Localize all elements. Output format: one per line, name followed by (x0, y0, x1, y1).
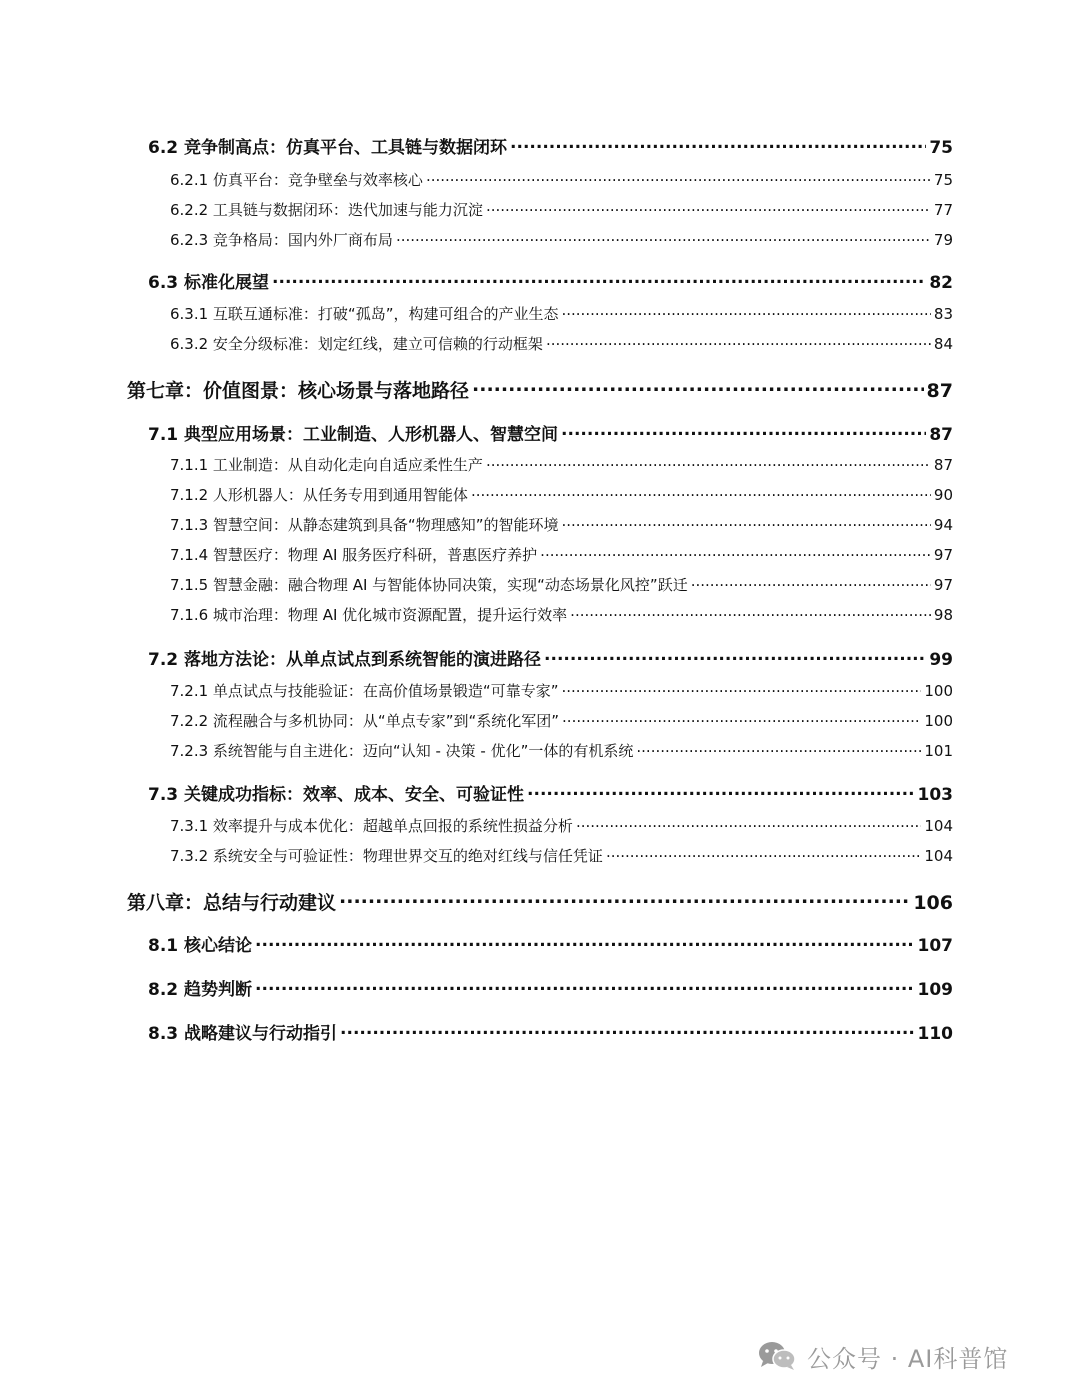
toc-entry-title: 6.3 标准化展望 (148, 273, 270, 294)
toc-entry[interactable] (148, 420, 953, 446)
toc-entry-page: 82 (929, 273, 953, 294)
toc-entry[interactable] (148, 1019, 953, 1045)
toc-entry-title: 6.2.1 仿真平台：竞争壁垒与效率核心 (170, 171, 423, 189)
toc-entry[interactable] (170, 738, 953, 760)
toc-entry-page: 104 (924, 847, 953, 865)
toc-leader-dots (570, 602, 931, 620)
toc-leader-dots (272, 268, 926, 288)
toc-leader-dots (339, 886, 910, 909)
toc-entry-title: 6.2.2 工具链与数据闭环：迭代加速与能力沉淀 (170, 201, 483, 219)
toc-entry-page: 77 (933, 201, 953, 219)
toc-entry-page: 106 (913, 891, 953, 914)
toc-leader-dots (561, 512, 930, 530)
toc-leader-dots (546, 331, 931, 349)
toc-entry-title: 6.3.2 安全分级标准：划定红线，建立可信赖的行动框架 (170, 335, 543, 353)
wechat-icon (757, 1340, 797, 1372)
toc-entry-title: 7.1 典型应用场景：工业制造、人形机器人、智慧空间 (148, 425, 559, 446)
toc-entry-title: 8.3 战略建议与行动指引 (148, 1024, 338, 1045)
toc-entry-page: 101 (924, 742, 953, 760)
toc-entry-title: 第七章：价值图景：核心场景与落地路径 (127, 379, 470, 402)
toc-entry[interactable] (170, 197, 953, 219)
toc-leader-dots (691, 572, 931, 590)
toc-leader-dots (561, 301, 930, 319)
toc-entry-title: 6.3.1 互联互通标准：打破“孤岛”，构建可组合的产业生态 (170, 305, 559, 323)
toc-leader-dots (540, 542, 931, 560)
toc-entry-chapter[interactable] (127, 374, 953, 403)
toc-entry-page: 109 (917, 980, 953, 1001)
toc-leader-dots (340, 1019, 914, 1039)
toc-entry-page: 103 (917, 785, 953, 806)
toc-entry[interactable] (170, 843, 953, 865)
toc-entry-page: 97 (933, 576, 953, 594)
toc-entry-title: 7.1.1 工业制造：从自动化走向自适应柔性生产 (170, 456, 483, 474)
watermark (757, 1338, 1008, 1374)
toc-entry-title: 第八章：总结与行动建议 (127, 891, 337, 914)
toc-leader-dots (527, 780, 914, 800)
toc-entry[interactable] (148, 931, 953, 957)
toc-entry-page: 97 (933, 546, 953, 564)
toc-entry-title: 7.2.3 系统智能与自主进化：迈向“认知 - 决策 - 优化”一体的有机系统 (170, 742, 634, 760)
toc-entry-title: 7.2 落地方法论：从单点试点到系统智能的演进路径 (148, 650, 542, 671)
toc-leader-dots (471, 482, 931, 500)
toc-leader-dots (486, 197, 931, 215)
watermark-text: 公众号 · AI科普馆 (807, 1344, 1009, 1373)
toc-entry-page: 79 (933, 231, 953, 249)
toc-entry-page: 110 (917, 1024, 953, 1045)
toc-leader-dots (255, 931, 914, 951)
toc-leader-dots (561, 420, 926, 440)
toc-entry-title: 7.1.6 城市治理：物理 AI 优化城市资源配置，提升运行效率 (170, 606, 568, 624)
toc-entry-chapter[interactable] (127, 886, 953, 915)
toc-leader-dots (606, 843, 921, 861)
toc-entry[interactable] (170, 167, 953, 189)
toc-entry[interactable] (170, 572, 953, 594)
toc-entry[interactable] (170, 301, 953, 323)
toc-entry-title: 7.2.2 流程融合与多机协同：从“单点专家”到“系统化军团” (170, 712, 560, 730)
toc-entry-page: 87 (929, 425, 953, 446)
toc-entry[interactable] (170, 512, 953, 534)
toc-entry-page: 104 (924, 817, 953, 835)
toc-entry[interactable] (170, 813, 953, 835)
toc-leader-dots (255, 975, 914, 995)
toc-entry[interactable] (148, 780, 953, 806)
toc-leader-dots (486, 452, 931, 470)
toc-entry-title: 7.2.1 单点试点与技能验证：在高价值场景锻造“可靠专家” (170, 682, 559, 700)
toc-leader-dots (636, 738, 921, 756)
toc-entry[interactable] (170, 452, 953, 474)
toc-entry-title: 6.2 竞争制高点：仿真平台、工具链与数据闭环 (148, 138, 508, 159)
toc-leader-dots (426, 167, 931, 185)
toc-entry-page: 90 (933, 486, 953, 504)
toc-entry-title: 7.3.2 系统安全与可验证性：物理世界交互的绝对红线与信任凭证 (170, 847, 603, 865)
toc-entry-page: 107 (917, 936, 953, 957)
toc-entry[interactable] (170, 542, 953, 564)
toc-entry[interactable] (170, 227, 953, 249)
toc-entry[interactable] (148, 133, 953, 159)
toc-entry-page: 87 (926, 379, 953, 402)
toc-entry-page: 100 (924, 712, 953, 730)
toc-entry-title: 7.3 关键成功指标：效率、成本、安全、可验证性 (148, 785, 525, 806)
toc-entry-title: 8.1 核心结论 (148, 936, 253, 957)
toc-entry-page: 98 (933, 606, 953, 624)
toc-leader-dots (561, 678, 921, 696)
toc-entry[interactable] (170, 331, 953, 353)
toc-entry-page: 100 (924, 682, 953, 700)
toc-leader-dots (472, 374, 924, 397)
toc-entry-title: 8.2 趋势判断 (148, 980, 253, 1001)
toc-entry-title: 7.3.1 效率提升与成本优化：超越单点回报的系统性损益分析 (170, 817, 573, 835)
toc-entry-page: 75 (933, 171, 953, 189)
toc-entry-page: 75 (929, 138, 953, 159)
toc-entry[interactable] (148, 268, 953, 294)
toc-entry-title: 7.1.2 人形机器人：从任务专用到通用智能体 (170, 486, 468, 504)
toc-entry-page: 83 (933, 305, 953, 323)
toc-leader-dots (576, 813, 921, 831)
toc-entry[interactable] (170, 678, 953, 700)
toc-entry[interactable] (170, 482, 953, 504)
toc-entry[interactable] (148, 975, 953, 1001)
toc-entry-page: 84 (933, 335, 953, 353)
toc-entry-page: 94 (933, 516, 953, 534)
toc-leader-dots (562, 708, 921, 726)
toc-entry-page: 99 (929, 650, 953, 671)
toc-entry-title: 7.1.5 智慧金融：融合物理 AI 与智能体协同决策，实现“动态场景化风控”跃迁 (170, 576, 688, 594)
toc-entry-title: 7.1.4 智慧医疗：物理 AI 服务医疗科研，普惠医疗养护 (170, 546, 538, 564)
toc-entry-title: 7.1.3 智慧空间：从静态建筑到具备“物理感知”的智能环境 (170, 516, 559, 534)
toc-entry[interactable] (148, 645, 953, 671)
toc-entry[interactable] (170, 708, 953, 730)
toc-leader-dots (544, 645, 926, 665)
toc-entry[interactable] (170, 602, 953, 624)
toc-leader-dots (396, 227, 931, 245)
toc-leader-dots (510, 133, 926, 153)
toc-entry-page: 87 (933, 456, 953, 474)
toc-entry-title: 6.2.3 竞争格局：国内外厂商布局 (170, 231, 393, 249)
